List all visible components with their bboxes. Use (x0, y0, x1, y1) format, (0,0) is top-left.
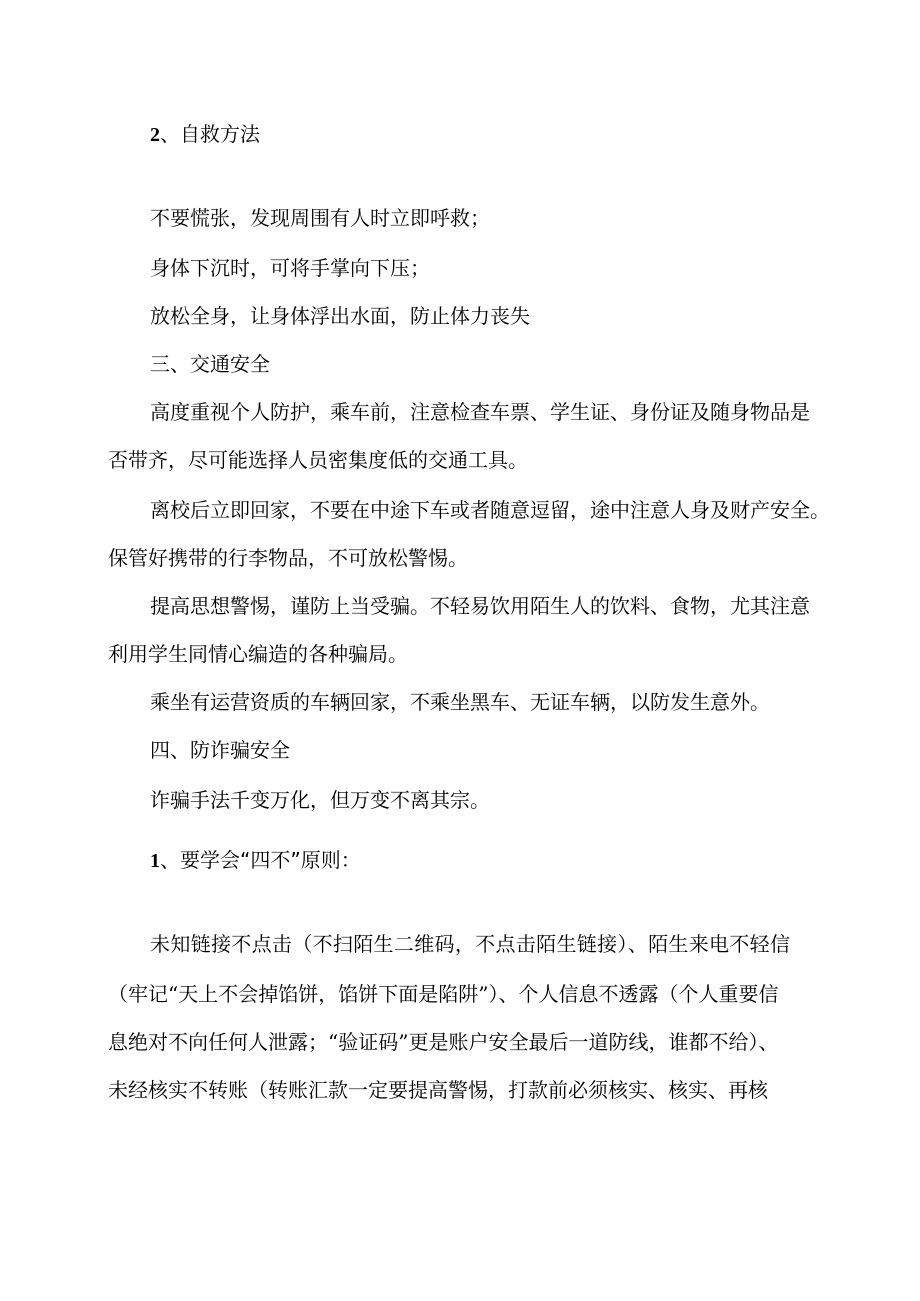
self-rescue-item: 放松全身，让身体浮出水面，防止体力丧失 (150, 304, 530, 328)
traffic-paragraph-2-line-1: 离校后立即回家，不要在中途下车或者随意逗留，途中注意人身及财产安全。 (150, 498, 830, 522)
traffic-paragraph-3-line-2: 利用学生同情心编造的各种骗局。 (108, 642, 408, 666)
self-rescue-item: 身体下沉时，可将手掌向下压； (150, 256, 430, 280)
fraud-body-line: 息绝对不向任何人泄露；“验证码”更是账户安全最后一道防线，谁都不给）、 (108, 1030, 779, 1054)
self-rescue-item: 不要慌张，发现周围有人时立即呼救； (150, 206, 490, 230)
traffic-paragraph-1-line-1: 高度重视个人防护，乘车前，注意检查车票、学生证、身份证及随身物品是 (150, 400, 810, 424)
traffic-heading: 三、交通安全 (150, 352, 270, 376)
fraud-rule-number: 1 (150, 850, 160, 872)
fraud-heading: 四、防诈骗安全 (150, 738, 290, 762)
fraud-body-line: 未经核实不转账（转账汇款一定要提高警惕，打款前必须核实、核实、再核 (108, 1078, 768, 1102)
self-rescue-title: 、自救方法 (160, 122, 260, 146)
traffic-paragraph-3-line-1: 提高思想警惕，谨防上当受骗。不轻易饮用陌生人的饮料、食物，尤其注意 (150, 594, 810, 618)
fraud-intro: 诈骗手法千变万化，但万变不离其宗。 (150, 788, 490, 812)
fraud-body-line: （牢记“天上不会掉馅饼，馅饼下面是陷阱”）、个人信息不透露（个人重要信 (108, 982, 779, 1006)
fraud-rule-heading (150, 846, 361, 875)
traffic-paragraph-1-line-2: 否带齐，尽可能选择人员密集度低的交通工具。 (108, 448, 528, 472)
self-rescue-number: 2 (150, 124, 160, 146)
self-rescue-heading (150, 120, 260, 149)
traffic-paragraph-4: 乘坐有运营资质的车辆回家，不乘坐黑车、无证车辆，以防发生意外。 (150, 690, 770, 714)
fraud-body-line: 未知链接不点击（不扫陌生二维码，不点击陌生链接）、陌生来电不轻信 (150, 932, 790, 956)
traffic-paragraph-2-line-2: 保管好携带的行李物品，不可放松警惕。 (108, 546, 468, 570)
fraud-rule-title: 、要学会“四不”原则： (160, 848, 361, 872)
